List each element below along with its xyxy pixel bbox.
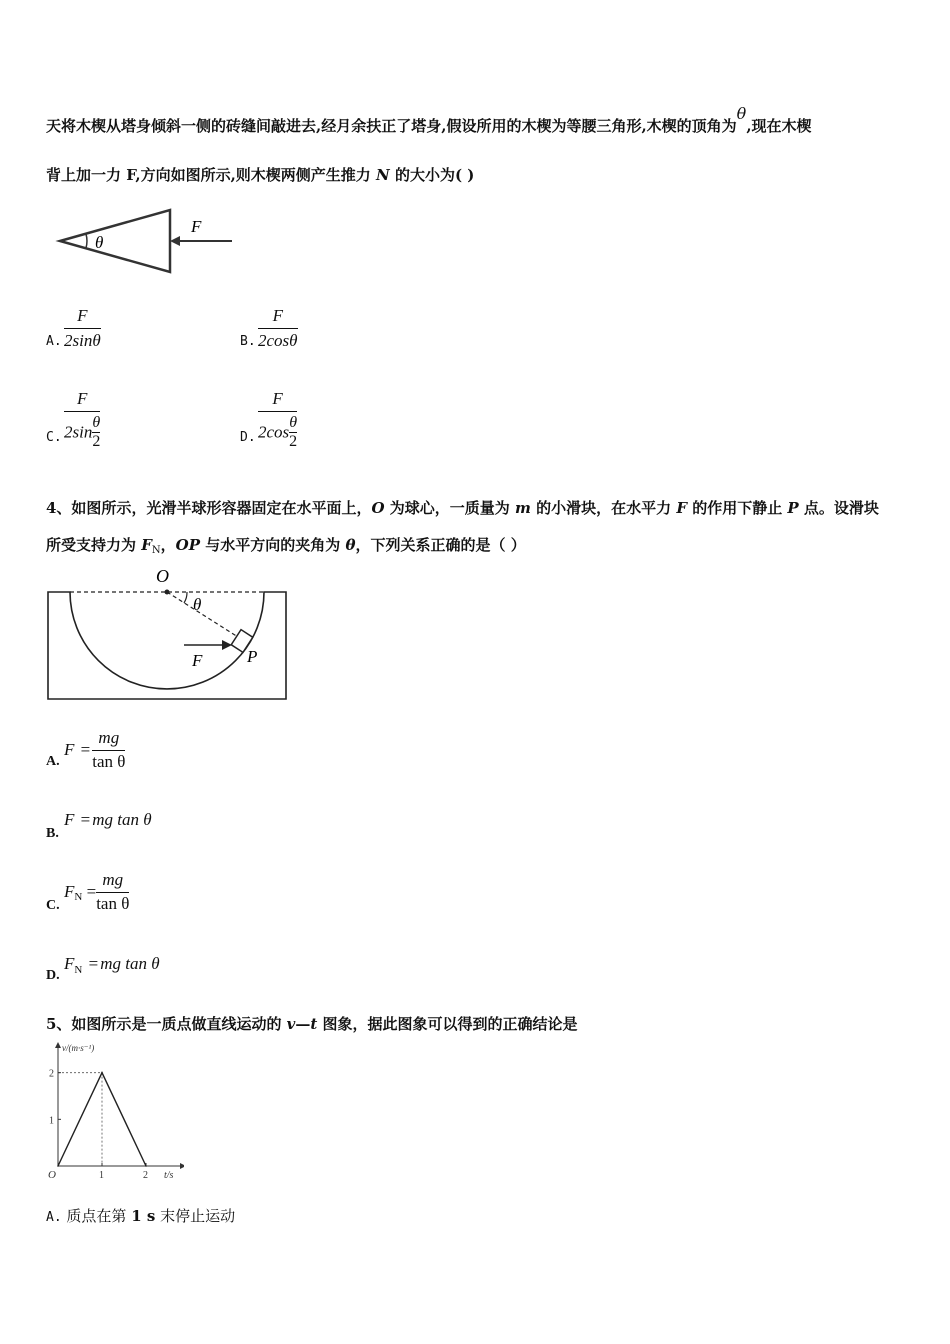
q5-v-symbol: v <box>286 1015 296 1033</box>
q4-option-a-label[interactable]: A. <box>46 754 60 769</box>
x-tick-label: 2 <box>143 1170 148 1181</box>
q4-stem-text-h: 与水平方向的夹角为 <box>200 536 346 554</box>
q4-F-symbol: F <box>676 499 687 517</box>
q3-option-a-fraction <box>64 306 101 351</box>
q5-t-symbol: t <box>310 1015 318 1033</box>
q5-option-a-text-b: 末停止运动 <box>155 1207 236 1225</box>
q4-c-den: tan θ <box>96 894 130 913</box>
q4-stem-text-c: 的小滑块，在水平力 <box>530 499 677 517</box>
force-arrowhead <box>222 640 232 650</box>
q4-a-num: mg <box>98 728 120 747</box>
q3-b-numerator: F <box>272 306 283 325</box>
q4-FN-subscript: N <box>151 545 161 556</box>
vt-axes <box>55 1042 184 1169</box>
q5-option-a-text-a: 质点在第 <box>61 1207 132 1225</box>
q3-stem-line1 <box>46 104 812 136</box>
q3-c-den-prefix: 2sin <box>64 422 93 442</box>
velocity-data-point <box>101 1072 103 1074</box>
q4-c-eq: = <box>86 882 97 901</box>
q3-c-inner-fraction <box>92 414 100 451</box>
q4-m-symbol: m <box>514 499 531 517</box>
q5-option-a-bold: 1 s <box>131 1207 156 1225</box>
q4-stem-text-f: 所受支持力为 <box>46 536 142 554</box>
vt-x-axis-label: t/s <box>164 1170 174 1181</box>
y-tick-label: 2 <box>49 1068 54 1080</box>
q4-b-eq: = <box>80 810 91 829</box>
q3-b-denominator: 2cosθ <box>258 331 298 350</box>
q3-c-numerator: F <box>76 389 88 408</box>
q3-option-b-fraction <box>258 306 298 351</box>
q5-option-a-label: A. <box>46 1210 62 1225</box>
q4-stem-text-e: 点。设滑块 <box>798 499 879 517</box>
q4-theta-symbol: θ <box>345 536 356 554</box>
y-tick-label: 1 <box>49 1115 54 1127</box>
container-outline <box>48 592 286 699</box>
q3-option-c-fraction <box>64 389 100 451</box>
velocity-data-point <box>145 1165 147 1167</box>
q5-vt-chart <box>44 1040 184 1185</box>
q3-wedge-figure <box>50 200 250 280</box>
force-label: F <box>192 651 203 670</box>
q3-option-d-fraction <box>258 389 297 451</box>
q3-c-inner-num: θ <box>92 414 101 431</box>
q4-O-symbol: O <box>371 499 385 517</box>
q4-stem-text-d: 的作用下静止 <box>686 499 788 517</box>
y-axis-arrowhead <box>55 1042 61 1048</box>
wedge-angle-label: θ <box>95 233 104 252</box>
wedge-triangle <box>60 210 170 272</box>
q5-stem-text-a: 5、如图所示是一质点做直线运动的 <box>46 1015 287 1033</box>
q4-a-eq: = <box>80 740 91 759</box>
q5-option-a[interactable] <box>46 1206 235 1228</box>
q3-c-inner-den: 2 <box>92 433 101 450</box>
q3-a-denominator: 2sinθ <box>64 331 101 350</box>
q4-option-c-formula <box>64 870 129 914</box>
theta-label: θ <box>193 595 202 614</box>
q4-option-b-formula <box>64 810 152 830</box>
q3-option-c-label[interactable]: C. <box>46 430 62 445</box>
q4-stem-text-b: 为球心，一质量为 <box>384 499 515 517</box>
q4-option-d-label[interactable]: D. <box>46 968 60 983</box>
q4-hemisphere-figure <box>44 565 294 705</box>
q4-OP-symbol: OP <box>175 536 201 554</box>
q4-a-den: tan θ <box>92 752 126 771</box>
q4-P-symbol: P <box>787 499 799 517</box>
q3-stem-text-c: 背上加一力 F,方向如图所示,则木楔两侧产生推力 <box>46 166 377 184</box>
q5-stem-line <box>46 1014 578 1034</box>
q4-d-lhs-sub: N <box>74 964 83 976</box>
wedge-force-label: F <box>191 217 202 236</box>
q3-a-numerator: F <box>77 306 88 325</box>
q4-option-b-label[interactable]: B. <box>46 826 59 841</box>
q3-d-inner-den: 2 <box>289 433 298 450</box>
q4-b-lhs: F <box>64 810 75 829</box>
q3-d-den-prefix: 2cos <box>258 422 290 442</box>
q4-FN-symbol: F <box>141 536 152 554</box>
q3-d-inner-num: θ <box>289 414 298 431</box>
q4-a-lhs: F <box>64 740 75 759</box>
q4-c-fraction <box>96 870 129 914</box>
q3-option-a-label[interactable]: A. <box>46 334 62 349</box>
q4-option-a-formula <box>64 728 125 772</box>
q4-b-rhs: mg tan θ <box>92 810 152 829</box>
q4-d-rhs: mg tan θ <box>100 954 160 973</box>
q3-theta-symbol: θ <box>736 104 747 123</box>
q4-stem-line2 <box>46 535 526 561</box>
q3-N-symbol: N <box>376 166 390 184</box>
q3-option-b-label[interactable]: B. <box>240 334 256 349</box>
point-label: P <box>247 647 258 666</box>
q3-d-numerator: F <box>272 389 283 408</box>
q5-stem-text-b: 图象，据此图象可以得到的正确结论是 <box>317 1015 578 1033</box>
q4-stem-text-i: ，下列关系正确的是（ ） <box>355 536 526 554</box>
q4-d-lhs: F <box>64 954 75 973</box>
radius-dashed-line <box>167 592 238 637</box>
q4-option-c-label[interactable]: C. <box>46 898 60 913</box>
velocity-data-point <box>57 1165 59 1167</box>
q4-option-d-formula <box>64 954 160 976</box>
q3-stem-text-d: 的大小为( ) <box>389 166 475 184</box>
q4-c-lhs: F <box>64 882 75 901</box>
q4-stem-text-g: ， <box>160 536 176 554</box>
q5-dash: — <box>295 1015 311 1033</box>
q4-d-eq: = <box>88 954 99 973</box>
q3-d-denominator <box>258 412 297 451</box>
q3-c-denominator <box>64 412 100 451</box>
wedge-force-arrowhead <box>170 236 180 246</box>
wedge-angle-arc <box>86 234 87 248</box>
q3-option-d-label[interactable]: D. <box>240 430 256 445</box>
x-axis-arrowhead <box>180 1163 184 1169</box>
q4-stem-text-a: 4、如图所示，光滑半球形容器固定在水平面上， <box>46 499 372 517</box>
center-label: O <box>156 566 169 586</box>
q4-stem-line1 <box>46 498 879 518</box>
vt-y-axis-label: v/(m·s⁻¹) <box>62 1043 95 1053</box>
theta-arc <box>184 592 187 603</box>
q3-stem-text-a: 天将木楔从塔身倾斜一侧的砖缝间敲进去,经月余扶正了塔身,假设所用的木楔为等腰三角形,木楔的顶角为 <box>46 117 737 135</box>
vt-origin-label: O <box>48 1169 56 1181</box>
q4-a-fraction <box>92 728 125 772</box>
q3-d-inner-fraction <box>289 414 297 451</box>
q4-c-num: mg <box>102 870 124 889</box>
q3-stem-line2 <box>46 165 474 185</box>
x-tick-label: 1 <box>99 1170 104 1181</box>
vt-tick-labels <box>49 1069 148 1181</box>
q4-c-lhs-sub: N <box>74 890 83 903</box>
q3-stem-text-b: ,现在木楔 <box>746 117 812 135</box>
